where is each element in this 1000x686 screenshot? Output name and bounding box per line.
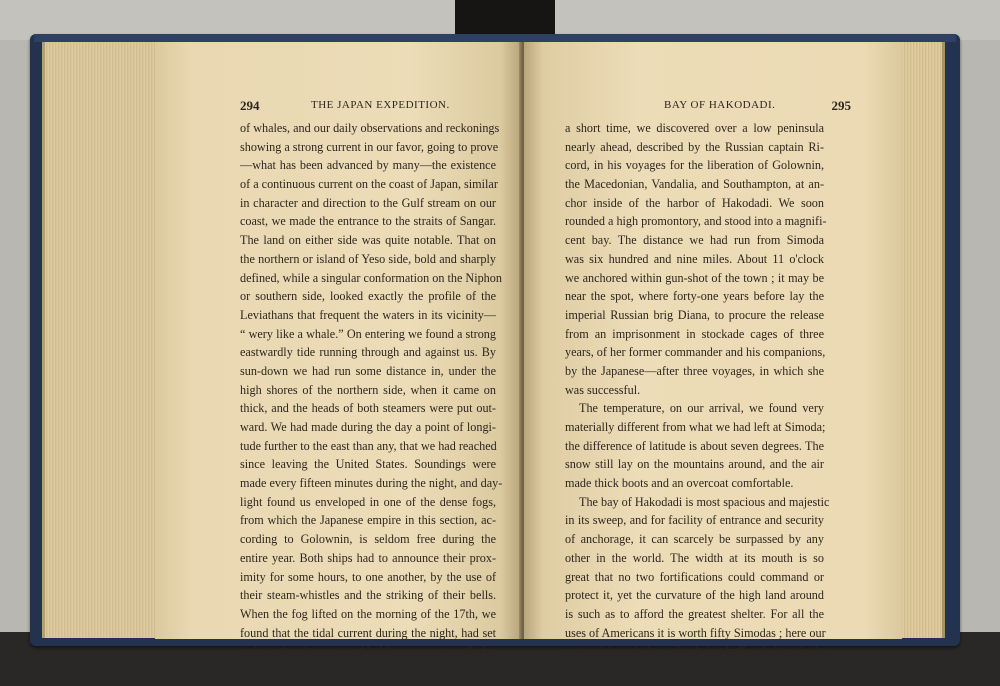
text-line: from an imprisonment in stockade cages of three (565, 326, 824, 341)
text-line: of anchorage, it can scarcely be surpassed by any (565, 532, 824, 547)
text-line: materially different from what we had left at Simoda; (565, 420, 826, 434)
text-line: is such as to afford the greatest shelter. For all the (565, 606, 824, 621)
text-line: uses of Americans it is worth fifty Simodas ; here our (565, 625, 826, 640)
right-page-edges (900, 42, 945, 638)
left-page-text (240, 119, 503, 661)
text-line: the difference of latitude is about seven degrees. The (565, 438, 824, 453)
text-line: snow still lay on the mountains around, and the air (565, 457, 824, 472)
text-line: defined, while a singular conformation on the Niphon (240, 270, 502, 285)
right-page (524, 42, 902, 659)
text-line: found that the tidal current during the night, had set (240, 625, 496, 640)
text-line: of whales, and our daily observations and reckonings (240, 121, 500, 135)
right-page-number: 295 (831, 98, 851, 113)
left-page-number: 294 (240, 98, 260, 113)
right-page-text (565, 119, 830, 661)
text-line: was six hundred and nine miles. About 11 o'clock (565, 251, 824, 266)
text-line: or southern side, looked exactly the profile of the (240, 289, 496, 304)
text-line: the northern or island of Yeso side, bold and sharply (240, 251, 496, 266)
text-line: in character and direction to the Gulf stream on our (240, 195, 496, 210)
right-running-head: BAY OF HAKODADI. (664, 99, 776, 111)
left-page-edges (42, 42, 165, 638)
text-line: since leaving the United States. Soundings were (240, 457, 496, 472)
text-line: “ wery like a whale.” On entering we found a strong (240, 326, 496, 341)
text-line: entire year. Both ships had to announce their prox- (240, 550, 496, 565)
text-line: —what has been advanced by many—the existence (240, 158, 496, 173)
text-line: years, of her former commander and his companions, (565, 345, 826, 360)
text-line: light found us enveloped in one of the dense fogs, (240, 494, 496, 509)
text-line: high shores of the northern side, when it came on (240, 382, 496, 397)
text-line: their steam-whistles and the striking of their bells. (240, 588, 496, 603)
text-line: protect it, yet the curvature of the high land around (565, 588, 824, 603)
left-page-header (240, 98, 510, 116)
text-line: sun-down we had run some distance in, under the (240, 363, 496, 378)
text-line: imity for some hours, to one another, by the use of (240, 569, 496, 584)
cover-top-edge (34, 34, 956, 42)
text-line: rounded a high promontory, and stood into a magnifi- (565, 214, 827, 229)
text-line: eastwardly tide running through and against us. By (240, 345, 496, 360)
text-line: other in the world. The width at its mouth is so (565, 550, 824, 565)
text-line: was successful. (565, 382, 641, 397)
text-line: made every fifteen minutes during the night, and day- (240, 476, 503, 491)
text-line: coast, we made the entrance to the straits of Sangar. (240, 214, 496, 229)
text-line: When the fog lifted on the morning of the 17th, we (240, 606, 496, 621)
left-running-head: THE JAPAN EXPEDITION. (311, 99, 450, 111)
text-line: The temperature, on our arrival, we found very (579, 401, 824, 416)
text-line: from which the Japanese empire in this section, ac- (240, 513, 496, 528)
text-line: The bay of Hakodadi is most spacious and majestic (579, 494, 830, 509)
text-line: cent bay. The distance we had run from Simoda (565, 233, 824, 248)
text-line: of a continuous current on the coast of Japan, similar (240, 177, 498, 192)
text-line: we anchored within gun-shot of the town ; it may be (565, 270, 824, 285)
text-line: near the spot, where forty-one years before lay the (565, 289, 824, 304)
text-line: showing a strong current in our favor, going to prove (240, 139, 499, 154)
text-line: Leviathans that frequent the waters in its vicinity— (240, 307, 496, 322)
text-line: a short time, we discovered over a low peninsula (565, 121, 824, 135)
text-line: enterprising whalers, after being buffeted about in the (565, 644, 827, 659)
text-line: ward. We had made during the day a point of longi- (240, 420, 496, 434)
text-line: The land on either side was quite notable. That on (240, 233, 496, 248)
text-line: cording to Golownin, is seldom free during the (240, 532, 496, 547)
text-line: cord, in his voyages for the liberation of Golownin, (565, 158, 824, 173)
text-line: made thick boots and an overcoat comfortable. (565, 476, 794, 491)
text-line: thick, and the heads of both steamers were put out- (240, 401, 496, 416)
text-line: the Macedonian, Vandalia, and Southampton, at an- (565, 177, 824, 192)
text-line: nearly ahead, described by the Russian captain Ri- (565, 139, 824, 154)
text-line: great that no two fortifications could command or (565, 569, 824, 584)
text-line: imperial Russian brig Diana, to procure the release (565, 307, 824, 322)
text-line: chor inside of the harbor of Hakodadi. We soon (565, 195, 824, 210)
text-line: in its sweep, and for facility of entrance and security (565, 513, 824, 528)
text-line: tude further to the east than any, that we had reached (240, 438, 497, 453)
text-line: us in, rather than out, and holding on westwardly for (240, 644, 497, 659)
left-page (155, 42, 522, 659)
text-line: by the Japanese—after three voyages, in which she (565, 363, 824, 378)
right-page-header (564, 98, 864, 116)
